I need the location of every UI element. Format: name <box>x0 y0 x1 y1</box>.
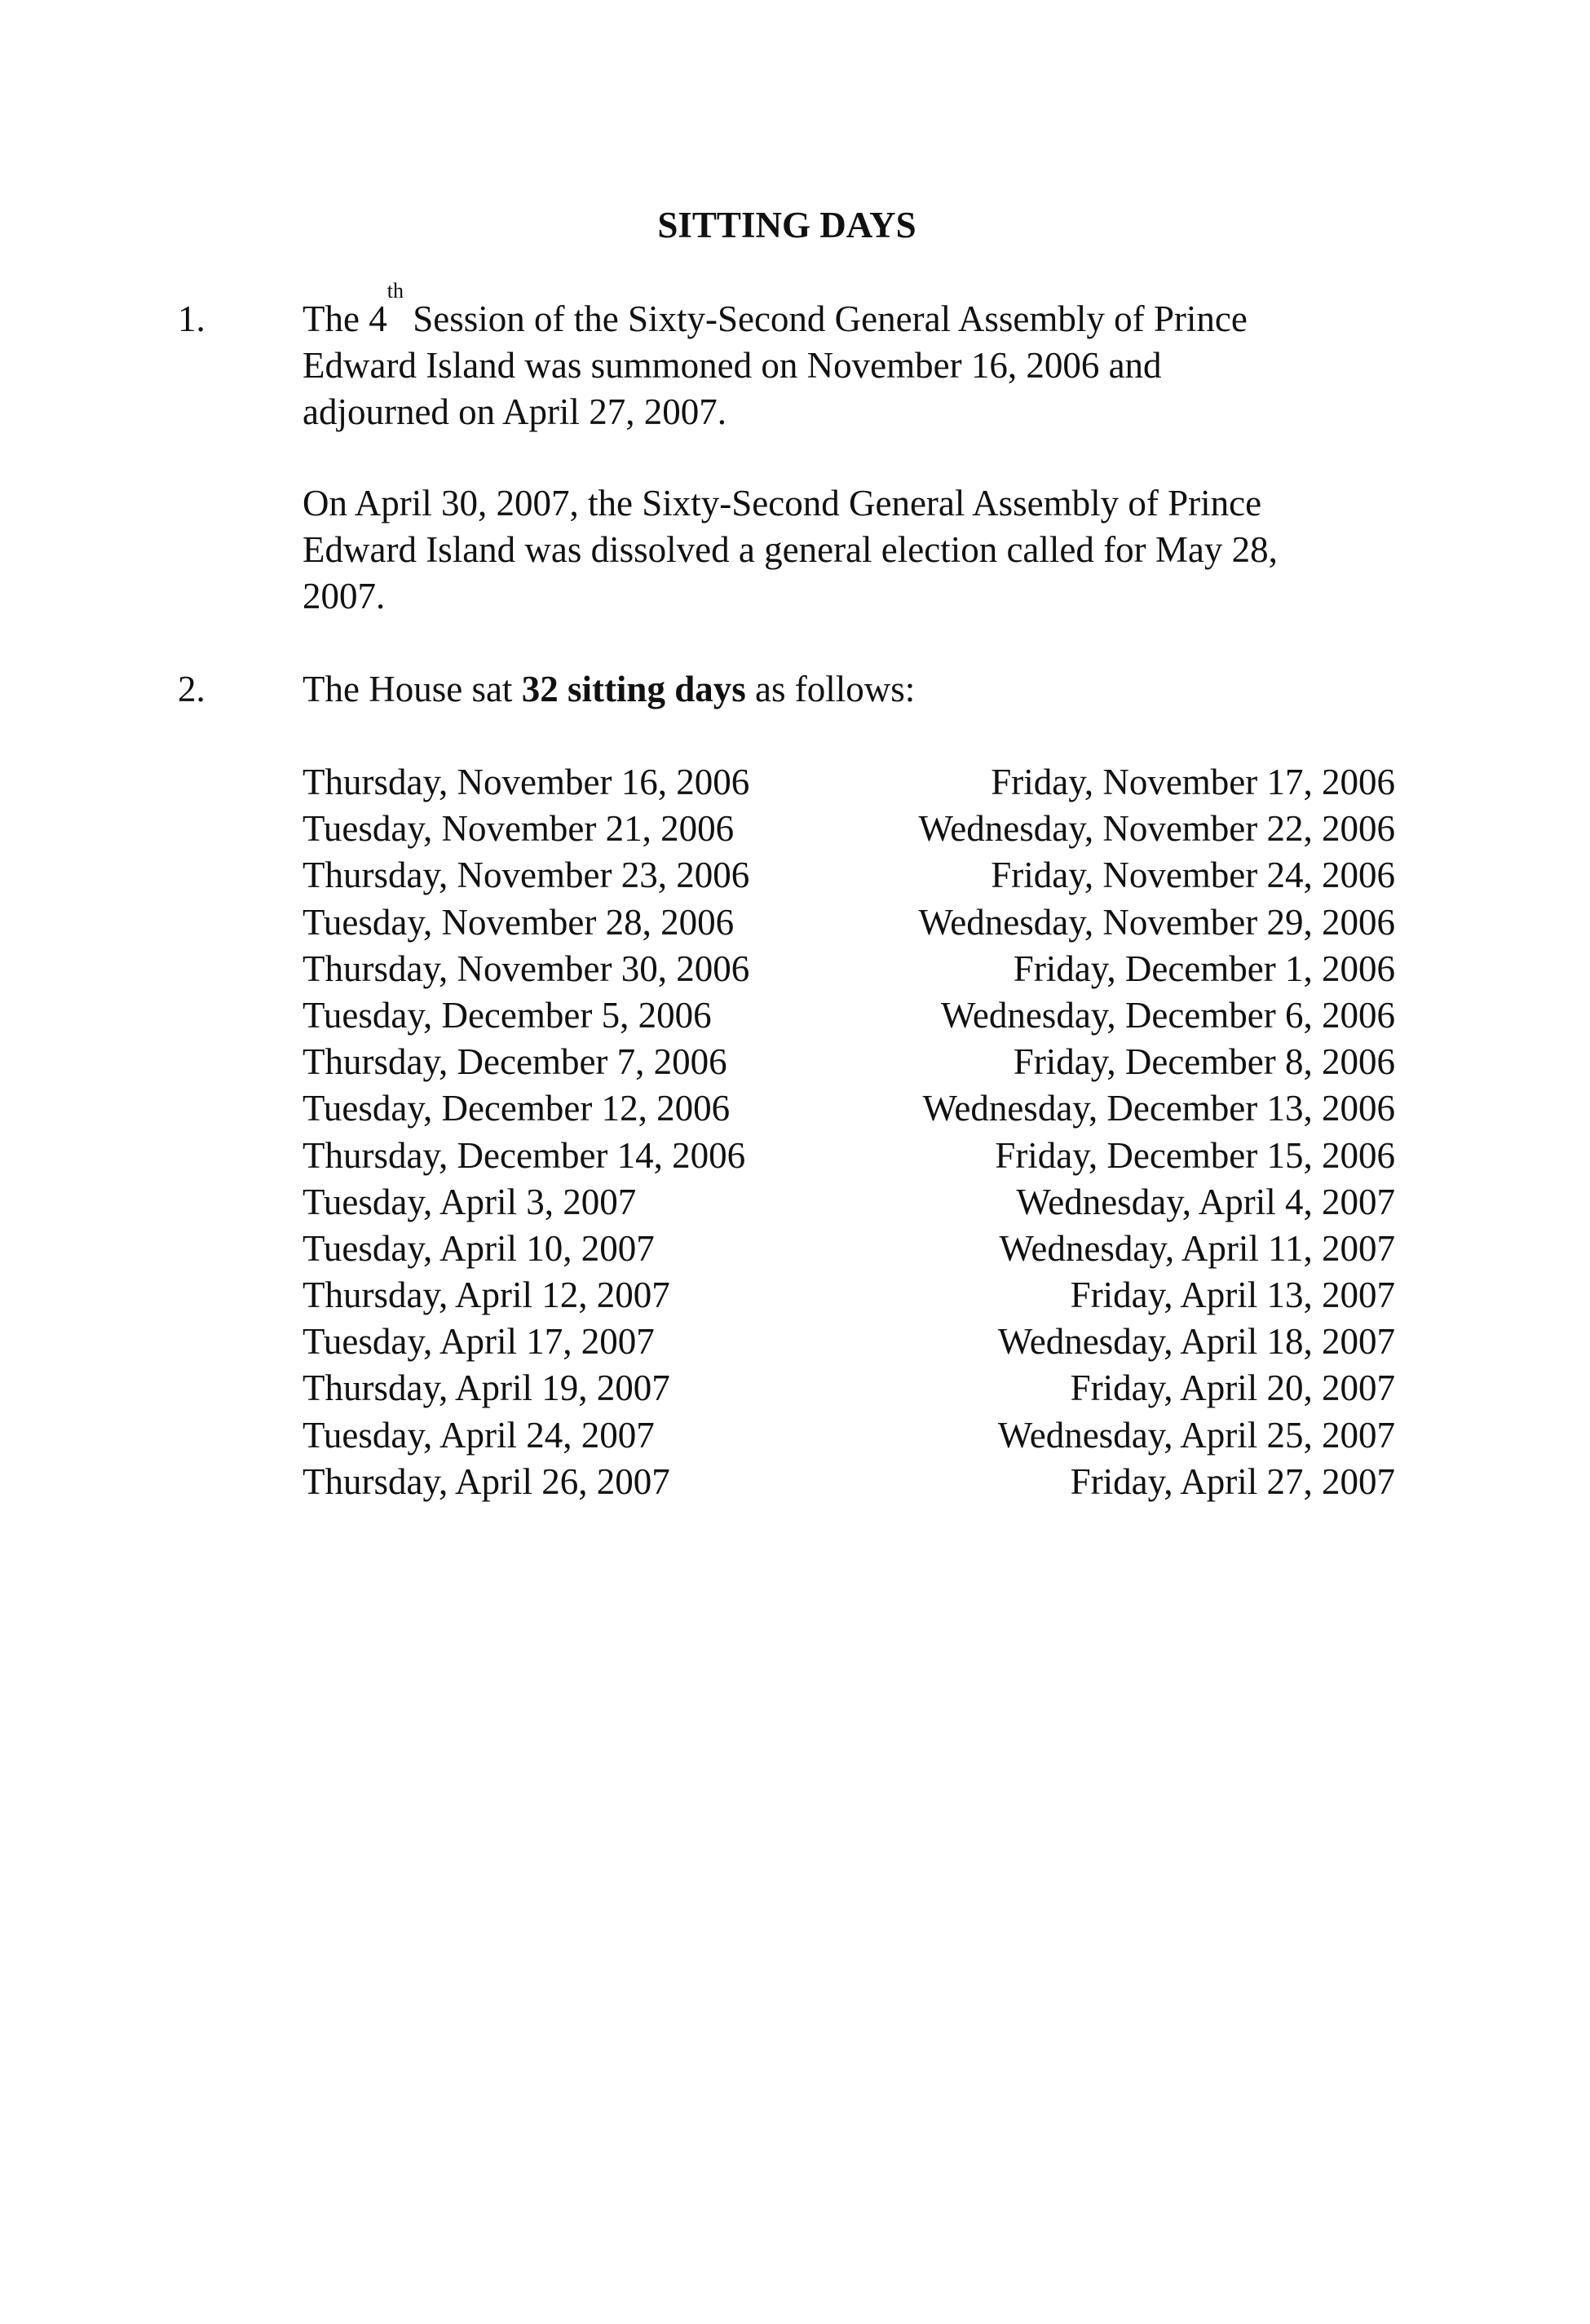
item-1-para2-line-1: On April 30, 2007, the Sixty-Second General Assembly of Prince <box>303 483 1262 524</box>
sitting-days-list <box>303 759 1395 1505</box>
sitting-day-row <box>303 992 1395 1039</box>
sitting-day-row <box>303 806 1395 852</box>
sitting-day-right: Friday, April 27, 2007 <box>1070 1460 1395 1502</box>
sitting-day-row <box>303 1459 1395 1505</box>
sitting-day-right: Wednesday, April 4, 2007 <box>1016 1181 1395 1222</box>
sitting-day-right: Wednesday, April 18, 2007 <box>997 1321 1395 1363</box>
sitting-day-row <box>303 1226 1395 1272</box>
sitting-day-right: Wednesday, December 13, 2006 <box>922 1088 1395 1129</box>
sitting-day-left: Thursday, April 26, 2007 <box>303 1460 670 1502</box>
sitting-days-count: 32 sitting days <box>521 669 746 709</box>
sitting-day-row <box>303 1412 1395 1459</box>
sitting-day-row <box>303 1179 1395 1226</box>
sitting-day-right: Friday, April 20, 2007 <box>1070 1367 1395 1409</box>
sitting-day-row <box>303 1365 1395 1412</box>
sitting-day-row <box>303 1039 1395 1085</box>
sitting-day-row <box>303 852 1395 899</box>
sitting-day-left: Thursday, April 12, 2007 <box>303 1275 670 1316</box>
sitting-day-row <box>303 1272 1395 1319</box>
sitting-day-right: Friday, April 13, 2007 <box>1070 1275 1395 1316</box>
item-1-line-3: adjourned on April 27, 2007. <box>303 391 727 433</box>
sitting-day-left: Thursday, November 30, 2006 <box>303 948 750 989</box>
sitting-day-row <box>303 759 1395 806</box>
item-2-lead <box>303 666 915 713</box>
sitting-day-left: Tuesday, April 17, 2007 <box>303 1321 655 1363</box>
sitting-day-left: Tuesday, April 24, 2007 <box>303 1414 655 1456</box>
sitting-day-left: Tuesday, December 12, 2006 <box>303 1088 731 1129</box>
lead-text-before: The House sat <box>303 669 522 709</box>
item-1-number: 1. <box>178 298 205 339</box>
sitting-day-left: Tuesday, April 3, 2007 <box>303 1181 637 1222</box>
sitting-day-row <box>303 1319 1395 1365</box>
item-1-line-1 <box>303 279 1411 342</box>
sitting-day-right: Wednesday, April 11, 2007 <box>999 1227 1395 1269</box>
sitting-day-right: Friday, December 8, 2006 <box>1013 1041 1395 1083</box>
sitting-day-row <box>303 1133 1395 1179</box>
sitting-day-left: Tuesday, November 28, 2006 <box>303 901 735 943</box>
sitting-day-left: Thursday, December 7, 2006 <box>303 1041 727 1083</box>
page-title: SITTING DAYS <box>657 205 916 245</box>
lead-text-after: as follows: <box>745 669 916 709</box>
sitting-day-right: Friday, December 15, 2006 <box>995 1134 1395 1176</box>
sitting-day-right: Wednesday, November 22, 2006 <box>918 808 1395 850</box>
item-1-paragraph-2 <box>303 480 1411 621</box>
sitting-day-right: Wednesday, December 6, 2006 <box>940 994 1395 1036</box>
sitting-day-left: Tuesday, November 21, 2006 <box>303 808 735 850</box>
item-2-number: 2. <box>178 669 205 709</box>
sitting-day-row <box>303 1085 1395 1132</box>
item-1-para2-line-3: 2007. <box>303 576 386 617</box>
item-1-paragraph-1 <box>303 279 1411 436</box>
sitting-day-right: Friday, December 1, 2006 <box>1013 948 1395 989</box>
sitting-day-right: Friday, November 24, 2006 <box>991 855 1395 896</box>
sitting-day-right: Wednesday, November 29, 2006 <box>918 901 1395 943</box>
sitting-day-left: Thursday, April 19, 2007 <box>303 1367 670 1409</box>
sitting-day-left: Thursday, November 23, 2006 <box>303 855 750 896</box>
ordinal-superscript: th <box>386 279 404 303</box>
sitting-day-left: Thursday, December 14, 2006 <box>303 1134 746 1176</box>
sitting-day-right: Wednesday, April 25, 2007 <box>997 1414 1395 1456</box>
item-1-line-1-rest: Session of the Sixty-Second General Assembly of Prince <box>403 298 1248 339</box>
item-1-line-2: Edward Island was summoned on November 16, 2006 and <box>303 345 1162 387</box>
sitting-day-row <box>303 899 1395 946</box>
sitting-day-left: Tuesday, April 10, 2007 <box>303 1227 655 1269</box>
sitting-day-row <box>303 946 1395 992</box>
item-1-para2-line-2: Edward Island was dissolved a general election called for May 28, <box>303 529 1278 571</box>
sitting-day-left: Thursday, November 16, 2006 <box>303 762 750 802</box>
sitting-day-left: Tuesday, December 5, 2006 <box>303 994 712 1036</box>
item-1-prefix: The 4 <box>303 298 387 339</box>
sitting-day-right: Friday, November 17, 2006 <box>991 762 1395 802</box>
